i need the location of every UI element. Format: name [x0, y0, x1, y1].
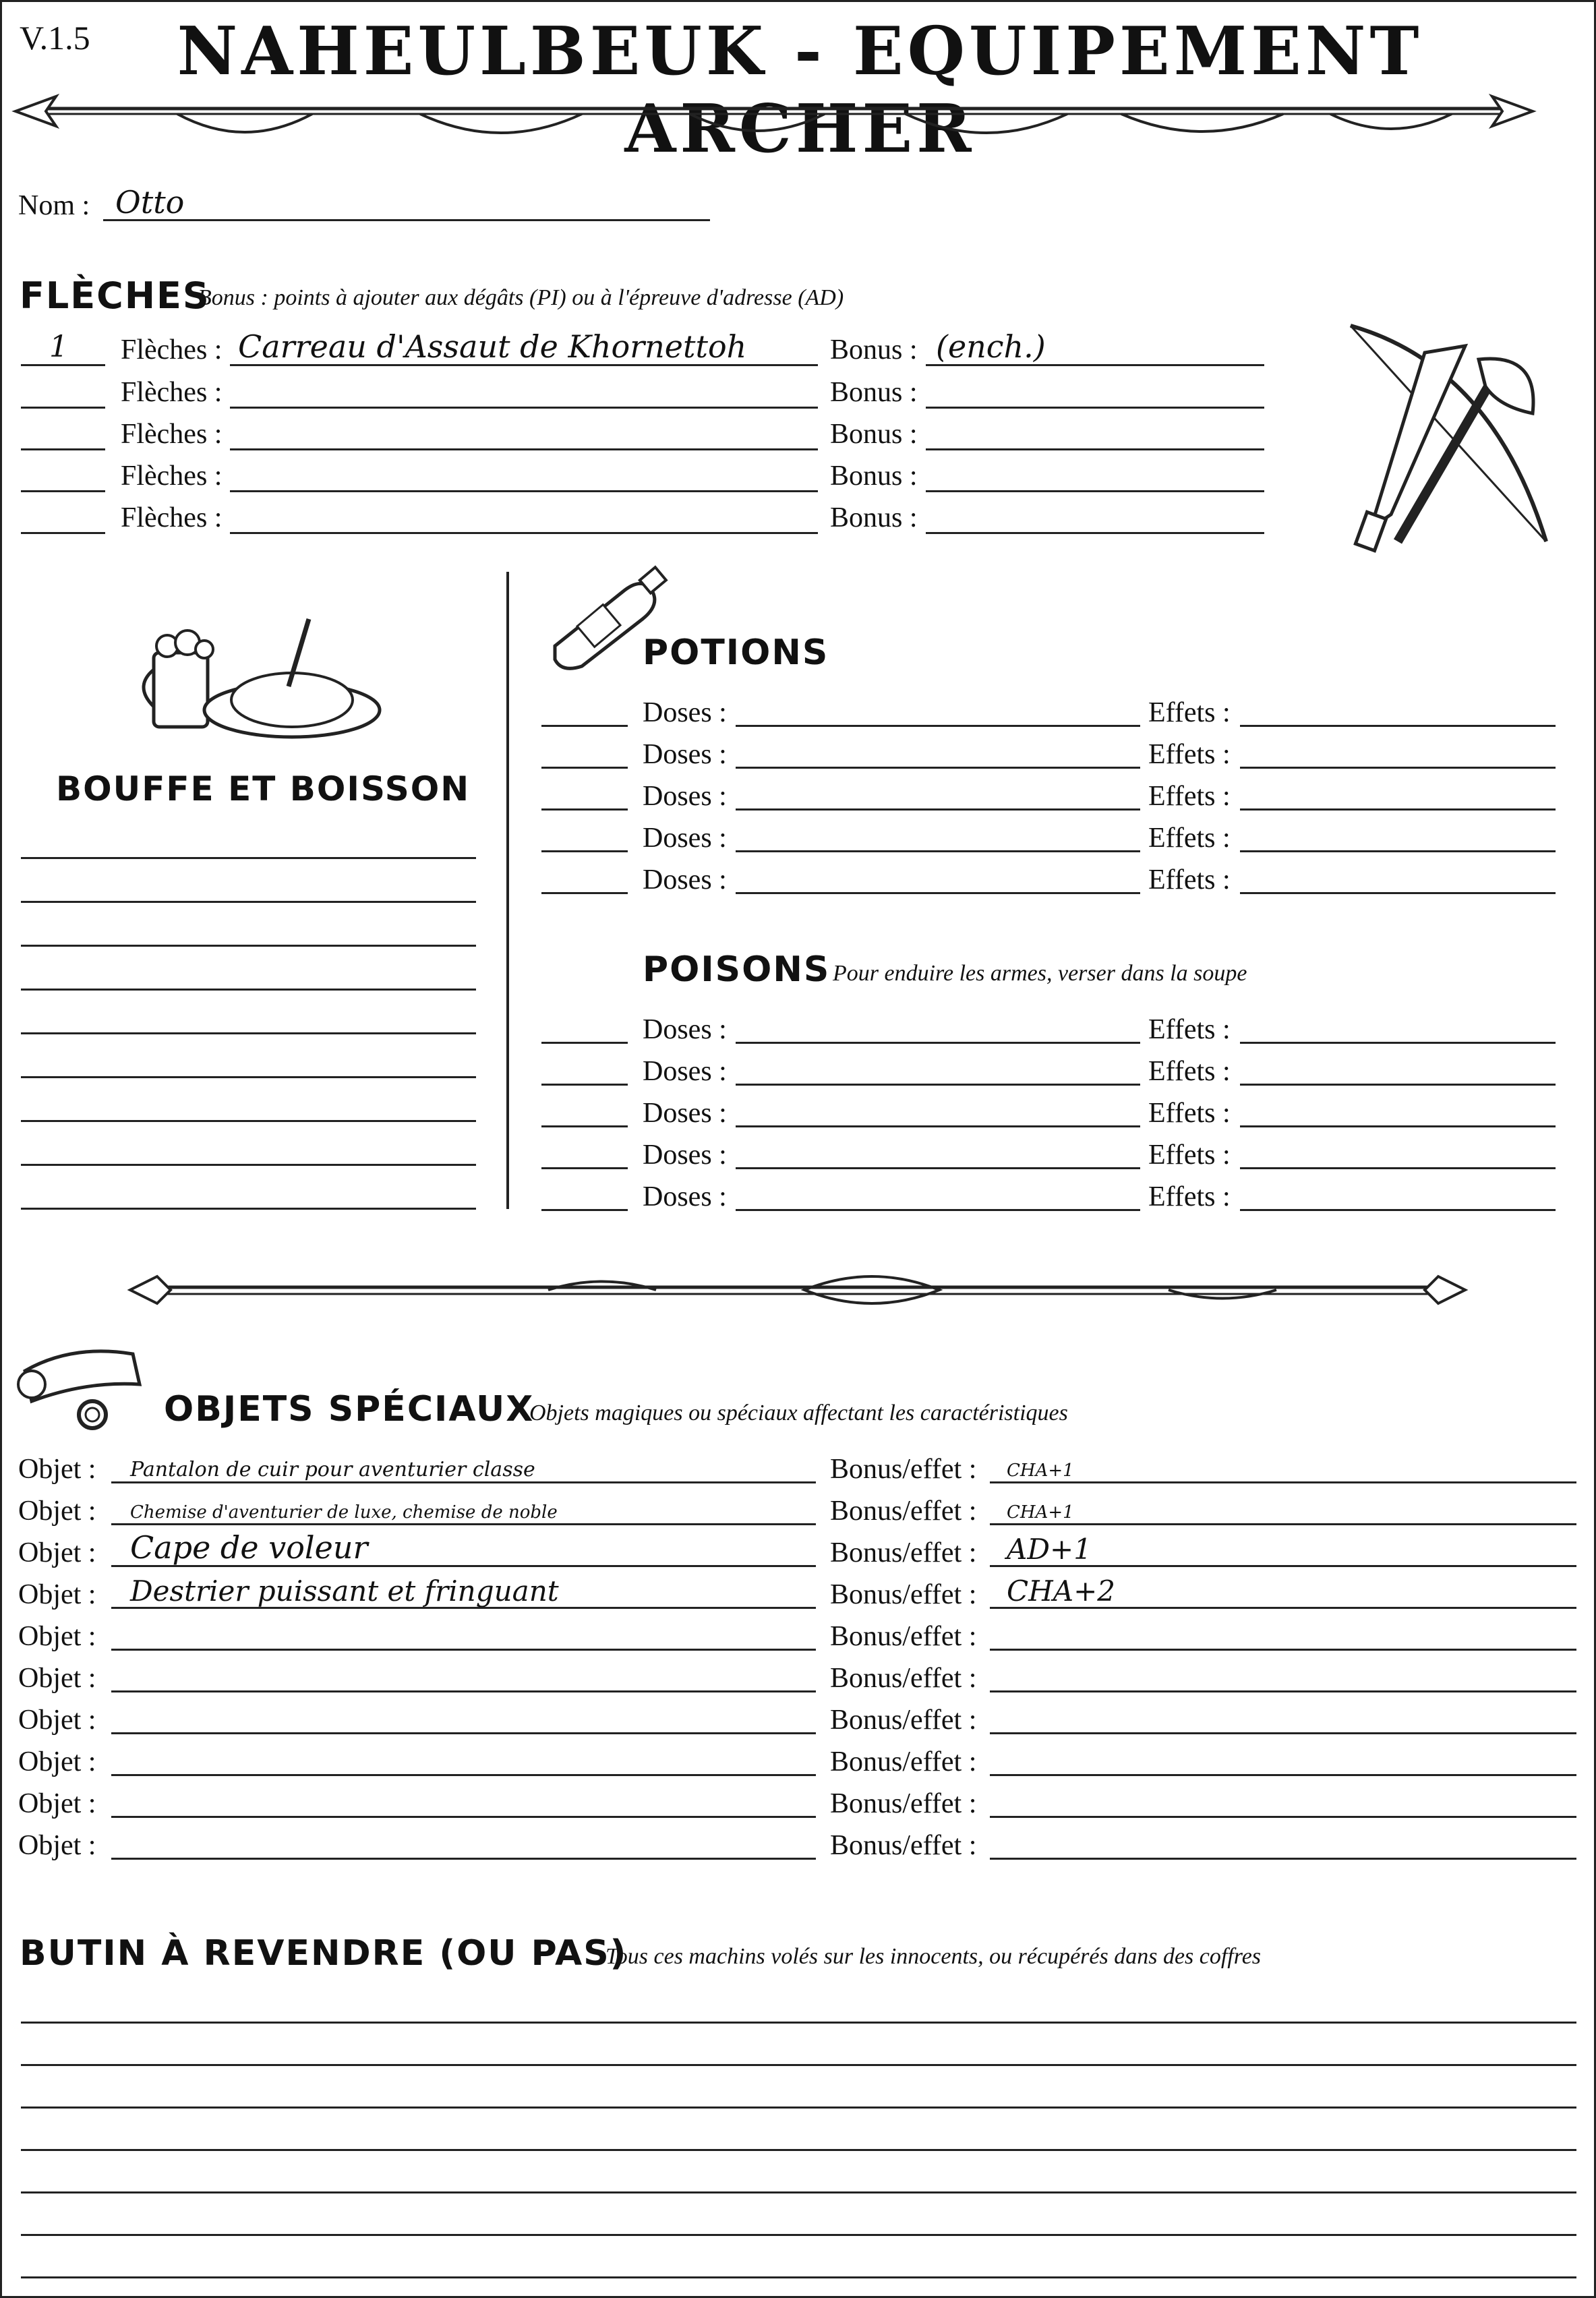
poisons-doses-label: Doses :	[643, 1098, 727, 1129]
fleches-count-line	[21, 532, 105, 534]
poisons-doses-label: Doses :	[643, 1014, 727, 1045]
fleches-bonus-input[interactable]: (ench.)	[936, 328, 1046, 365]
fleches-bonus-label: Bonus :	[830, 334, 918, 365]
crossed-weapons-icon	[1324, 312, 1573, 555]
potions-doses-line[interactable]	[736, 725, 1140, 727]
objet-row-label: Objet :	[18, 1705, 96, 1736]
objet-bonus-input[interactable]: AD+1	[1007, 1532, 1092, 1566]
potions-qty-line[interactable]	[541, 767, 628, 769]
objet-bonus-label: Bonus/effet :	[830, 1579, 977, 1610]
potions-doses-label: Doses :	[643, 864, 727, 895]
butin-title: BUTIN À REVENDRE (OU PAS)	[20, 1933, 628, 1974]
butin-subtitle: Tous ces machins volés sur les innocents, ou récupérés dans des coffres	[605, 1944, 1262, 1969]
butin-line[interactable]	[21, 2064, 1576, 2066]
scroll-ring-icon	[18, 1344, 160, 1432]
objet-bonus-line	[990, 1690, 1576, 1692]
objet-name-line	[111, 1481, 816, 1483]
butin-line[interactable]	[21, 2276, 1576, 2278]
poisons-qty-line[interactable]	[541, 1042, 628, 1044]
potions-effets-line[interactable]	[1240, 725, 1556, 727]
poisons-qty-line[interactable]	[541, 1125, 628, 1127]
objet-name-line	[111, 1649, 816, 1651]
poisons-effets-label: Effets :	[1148, 1181, 1231, 1212]
objet-row-label: Objet :	[18, 1537, 96, 1568]
bouffe-line[interactable]	[21, 901, 476, 903]
potions-effets-label: Effets :	[1148, 739, 1231, 770]
fleches-name-line	[230, 490, 818, 492]
staff-ornament-icon	[130, 1263, 1465, 1317]
objet-row-label: Objet :	[18, 1663, 96, 1694]
poisons-doses-line[interactable]	[736, 1167, 1140, 1169]
objet-name-line	[111, 1732, 816, 1734]
objet-name-input[interactable]: Destrier puissant et fringuant	[130, 1574, 559, 1608]
objets-subtitle: Objets magiques ou spéciaux affectant les caractéristiques	[529, 1401, 1068, 1425]
potions-effets-line[interactable]	[1240, 767, 1556, 769]
potions-qty-line[interactable]	[541, 850, 628, 852]
fleches-count-line	[21, 407, 105, 409]
fleches-count-line	[21, 364, 105, 366]
bouffe-line[interactable]	[21, 945, 476, 947]
potions-effets-label: Effets :	[1148, 864, 1231, 895]
objet-bonus-label: Bonus/effet :	[830, 1788, 977, 1819]
name-label: Nom :	[18, 190, 90, 221]
objet-name-line	[111, 1523, 816, 1525]
objet-row-label: Objet :	[18, 1746, 96, 1777]
potions-qty-line[interactable]	[541, 808, 628, 811]
fleches-bonus-line	[926, 532, 1264, 534]
objet-name-line	[111, 1690, 816, 1692]
poisons-qty-line[interactable]	[541, 1084, 628, 1086]
butin-line[interactable]	[21, 2234, 1576, 2236]
poisons-doses-label: Doses :	[643, 1056, 727, 1087]
objet-bonus-line	[990, 1816, 1576, 1818]
bouffe-line[interactable]	[21, 1032, 476, 1034]
bouffe-line[interactable]	[21, 1164, 476, 1166]
poisons-title: POISONS	[643, 949, 831, 990]
objet-bonus-input[interactable]: CHA+1	[1007, 1502, 1074, 1523]
objet-row-label: Objet :	[18, 1621, 96, 1652]
objet-bonus-line	[990, 1523, 1576, 1525]
objet-row-label: Objet :	[18, 1496, 96, 1527]
fleches-name-line	[230, 448, 818, 450]
objet-bonus-line	[990, 1481, 1576, 1483]
poisons-subtitle: Pour enduire les armes, verser dans la soupe	[833, 961, 1247, 986]
butin-line[interactable]	[21, 2149, 1576, 2151]
objet-name-input[interactable]: Pantalon de cuir pour aventurier classe	[130, 1458, 535, 1481]
fleches-bonus-line	[926, 448, 1264, 450]
fleches-row-label: Flèches :	[121, 419, 223, 450]
fleches-bonus-line	[926, 407, 1264, 409]
objet-bonus-label: Bonus/effet :	[830, 1621, 977, 1652]
butin-line[interactable]	[21, 2022, 1576, 2024]
potions-doses-label: Doses :	[643, 739, 727, 770]
poisons-effets-line[interactable]	[1240, 1042, 1556, 1044]
fleches-bonus-line	[926, 490, 1264, 492]
poisons-effets-label: Effets :	[1148, 1098, 1231, 1129]
fleches-title: FLÈCHES	[20, 274, 210, 317]
fleches-name-input[interactable]: Carreau d'Assaut de Khornettoh	[238, 328, 747, 365]
food-drink-icon	[140, 606, 383, 740]
objet-bonus-label: Bonus/effet :	[830, 1496, 977, 1527]
fleches-row-label: Flèches :	[121, 461, 223, 492]
objet-bonus-line	[990, 1774, 1576, 1776]
objet-bonus-line	[990, 1649, 1576, 1651]
potions-effets-line[interactable]	[1240, 808, 1556, 811]
fleches-row-label: Flèches :	[121, 334, 223, 365]
potions-effets-line[interactable]	[1240, 892, 1556, 894]
fleches-subtitle: Bonus : points à ajouter aux dégâts (PI) ou à l'épreuve d'adresse (AD)	[198, 285, 844, 310]
fleches-count-input[interactable]: 1	[49, 330, 68, 364]
fleches-bonus-label: Bonus :	[830, 461, 918, 492]
poisons-effets-label: Effets :	[1148, 1140, 1231, 1171]
poisons-effets-label: Effets :	[1148, 1014, 1231, 1045]
potions-doses-line[interactable]	[736, 892, 1140, 894]
objet-bonus-input[interactable]: CHA+1	[1007, 1461, 1074, 1481]
objets-title: OBJETS SPÉCIAUX	[164, 1389, 535, 1430]
objet-row-label: Objet :	[18, 1830, 96, 1861]
fleches-count-line	[21, 448, 105, 450]
poisons-qty-line[interactable]	[541, 1167, 628, 1169]
poisons-effets-label: Effets :	[1148, 1056, 1231, 1087]
poisons-effets-line[interactable]	[1240, 1125, 1556, 1127]
objet-bonus-line	[990, 1732, 1576, 1734]
objet-bonus-label: Bonus/effet :	[830, 1537, 977, 1568]
objet-name-line	[111, 1816, 816, 1818]
butin-line[interactable]	[21, 2106, 1576, 2109]
potions-doses-label: Doses :	[643, 823, 727, 854]
name-input[interactable]: Otto	[115, 184, 185, 220]
fleches-name-line	[230, 532, 818, 534]
name-line	[103, 219, 710, 221]
potions-effets-label: Effets :	[1148, 697, 1231, 728]
poisons-effets-line[interactable]	[1240, 1209, 1556, 1211]
poisons-doses-line[interactable]	[736, 1209, 1140, 1211]
potions-doses-line[interactable]	[736, 850, 1140, 852]
potions-doses-label: Doses :	[643, 781, 727, 812]
objet-row-label: Objet :	[18, 1579, 96, 1610]
potions-qty-line[interactable]	[541, 725, 628, 727]
fleches-bonus-label: Bonus :	[830, 419, 918, 450]
bouffe-title: BOUFFE ET BOISSON	[56, 769, 471, 808]
potions-effets-line[interactable]	[1240, 850, 1556, 852]
fleches-count-line	[21, 490, 105, 492]
bouffe-line[interactable]	[21, 857, 476, 859]
poisons-doses-label: Doses :	[643, 1140, 727, 1171]
bouffe-line[interactable]	[21, 989, 476, 991]
objet-name-line	[111, 1858, 816, 1860]
objet-name-input[interactable]: Chemise d'aventurier de luxe, chemise de noble	[130, 1502, 558, 1523]
bouffe-line[interactable]	[21, 1076, 476, 1078]
potions-doses-line[interactable]	[736, 767, 1140, 769]
potions-doses-label: Doses :	[643, 697, 727, 728]
page-title: NAHEULBEUK - EQUIPEMENT ARCHER	[177, 13, 1423, 168]
column-divider	[506, 572, 509, 1209]
fleches-name-line	[230, 407, 818, 409]
objet-name-input[interactable]: Cape de voleur	[130, 1529, 368, 1566]
poisons-doses-line[interactable]	[736, 1125, 1140, 1127]
objet-bonus-input[interactable]: CHA+2	[1007, 1574, 1116, 1608]
potions-title: POTIONS	[643, 632, 829, 673]
fleches-row-label: Flèches :	[121, 502, 223, 533]
arrow-ornament-icon	[16, 90, 1533, 150]
fleches-row-label: Flèches :	[121, 377, 223, 408]
potions-effets-label: Effets :	[1148, 823, 1231, 854]
poisons-doses-label: Doses :	[643, 1181, 727, 1212]
objet-bonus-label: Bonus/effet :	[830, 1663, 977, 1694]
poisons-effets-line[interactable]	[1240, 1167, 1556, 1169]
objet-row-label: Objet :	[18, 1454, 96, 1485]
poisons-effets-line[interactable]	[1240, 1084, 1556, 1086]
bouffe-line[interactable]	[21, 1208, 476, 1210]
poisons-doses-line[interactable]	[736, 1042, 1140, 1044]
butin-line[interactable]	[21, 2191, 1576, 2193]
fleches-bonus-label: Bonus :	[830, 377, 918, 408]
objet-bonus-label: Bonus/effet :	[830, 1454, 977, 1485]
fleches-bonus-label: Bonus :	[830, 502, 918, 533]
poisons-doses-line[interactable]	[736, 1084, 1140, 1086]
objet-bonus-label: Bonus/effet :	[830, 1830, 977, 1861]
poisons-qty-line[interactable]	[541, 1209, 628, 1211]
objet-bonus-label: Bonus/effet :	[830, 1705, 977, 1736]
potions-effets-label: Effets :	[1148, 781, 1231, 812]
objet-name-line	[111, 1774, 816, 1776]
objet-bonus-line	[990, 1858, 1576, 1860]
version-label: V.1.5	[20, 19, 90, 57]
objet-row-label: Objet :	[18, 1788, 96, 1819]
bouffe-line[interactable]	[21, 1120, 476, 1122]
objet-bonus-label: Bonus/effet :	[830, 1746, 977, 1777]
potions-doses-line[interactable]	[736, 808, 1140, 811]
potions-qty-line[interactable]	[541, 892, 628, 894]
